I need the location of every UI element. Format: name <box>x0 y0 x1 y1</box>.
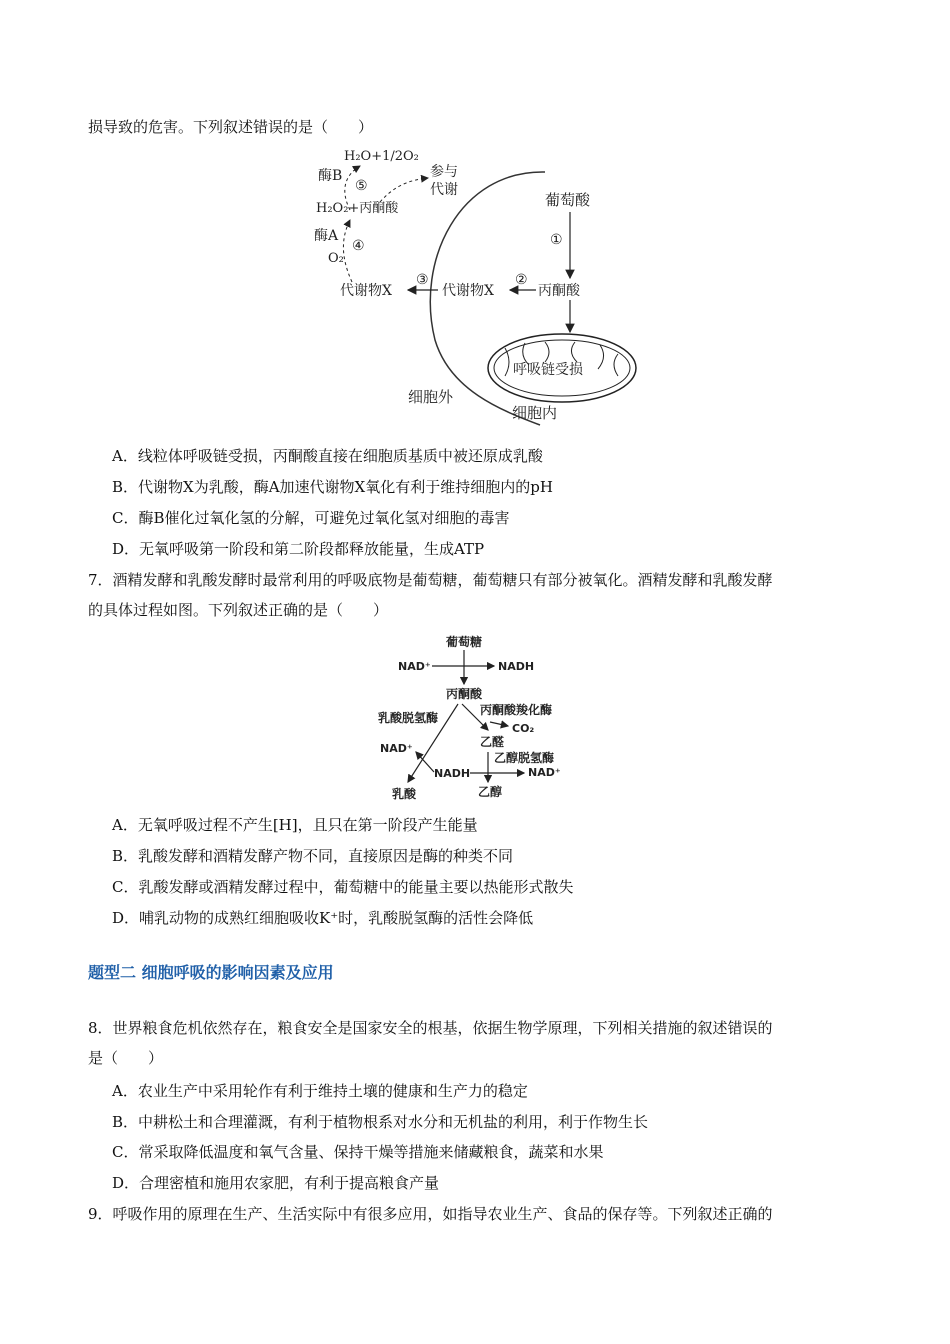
pyruvate-label: 丙酮酸 <box>538 283 580 299</box>
h2o-half-o2-label: H₂O+1/2O₂ <box>344 149 419 164</box>
pyruvate-label-2: 丙酮酸 <box>446 687 483 701</box>
glucose-label: 葡萄酸 <box>545 191 591 209</box>
pyruvate-carboxylase-label: 丙酮酸羧化酶 <box>480 703 553 717</box>
nad-plus-left: NAD⁺ <box>380 742 413 755</box>
question-7-line2: 的具体过程如图。下列叙述正确的是（ ） <box>88 601 389 619</box>
lactate-label: 乳酸 <box>392 787 417 801</box>
step4-label: ④ <box>352 238 365 254</box>
nadh-top: NADH <box>498 660 535 673</box>
enzyme-b-label: 酶B <box>318 168 343 184</box>
co2-label: CO₂ <box>512 722 535 735</box>
respiration-chain-diagram <box>300 140 640 430</box>
nadh-mid: NADH <box>434 767 471 780</box>
enzyme-a-label: 酶A <box>314 228 339 244</box>
section-heading: 题型二 细胞呼吸的影响因素及应用 <box>88 963 334 982</box>
metabolite-x-outside: 代谢物X <box>340 283 392 299</box>
question-9-line1: 9．呼吸作用的原理在生产、生活实际中有很多应用，如指导农业生产、食品的保存等。下列叙述正确的 <box>88 1205 773 1223</box>
step3-label: ③ <box>416 272 429 288</box>
step2-label: ② <box>515 272 528 288</box>
metabolism-label: 代谢 <box>430 182 458 198</box>
q7-option-b: B．乳酸发酵和酒精发酵产物不同，直接原因是酶的种类不同 <box>112 847 514 865</box>
cell-inside-label: 细胞内 <box>512 404 558 422</box>
q8-option-d: D．合理密植和施用农家肥，有利于提高粮食产量 <box>112 1174 440 1192</box>
metabolite-x-inside: 代谢物X <box>442 283 494 299</box>
q8-option-c: C．常采取降低温度和氧气含量、保持干燥等措施来储藏粮食，蔬菜和水果 <box>112 1143 604 1161</box>
glucose-label-2: 葡萄糖 <box>446 635 483 649</box>
participate-label: 参与 <box>430 164 458 180</box>
question-8-line2: 是（ ） <box>88 1049 164 1067</box>
respiratory-chain-damaged-label: 呼吸链受损 <box>513 362 583 378</box>
q7-option-c: C．乳酸发酵或酒精发酵过程中，葡萄糖中的能量主要以热能形式散失 <box>112 878 574 896</box>
o2-label: O₂ <box>328 251 344 266</box>
step5-label: ⑤ <box>355 178 368 194</box>
fermentation-diagram <box>372 632 582 804</box>
q7-option-a: A．无氧呼吸过程不产生[H]，且只在第一阶段产生能量 <box>112 816 478 834</box>
acetaldehyde-label: 乙醛 <box>480 735 505 749</box>
lactate-dehydrogenase-label: 乳酸脱氢酶 <box>378 711 439 725</box>
question-8-line1: 8．世界粮食危机依然存在，粮食安全是国家安全的根基，依据生物学原理，下列相关措施的叙述错误的 <box>88 1019 773 1037</box>
q8-option-b: B．中耕松土和合理灌溉，有利于植物根系对水分和无机盐的利用，利于作物生长 <box>112 1113 649 1131</box>
q6-option-c: C．酶B催化过氧化氢的分解，可避免过氧化氢对细胞的毒害 <box>112 509 510 527</box>
question-6-intro: 损导致的危害。下列叙述错误的是（ ） <box>88 118 374 136</box>
h2o2-pyruvate-label: H₂O₂+丙酮酸 <box>316 201 399 216</box>
cell-outside-label: 细胞外 <box>408 388 454 406</box>
q6-option-b: B．代谢物X为乳酸，酶A加速代谢物X氧化有利于维持细胞内的pH <box>112 478 553 496</box>
q6-option-d: D．无氧呼吸第一阶段和第二阶段都释放能量，生成ATP <box>112 540 485 558</box>
q7-option-d: D．哺乳动物的成熟红细胞吸收K⁺时，乳酸脱氢酶的活性会降低 <box>112 909 534 927</box>
nad-plus-right: NAD⁺ <box>528 766 561 779</box>
q6-option-a: A．线粒体呼吸链受损，丙酮酸直接在细胞质基质中被还原成乳酸 <box>112 447 543 465</box>
ethanol-label: 乙醇 <box>478 785 503 799</box>
nad-plus-top: NAD⁺ <box>398 660 431 673</box>
q8-option-a: A．农业生产中采用轮作有利于维持土壤的健康和生产力的稳定 <box>112 1082 528 1100</box>
step1-label: ① <box>550 232 563 248</box>
alcohol-dehydrogenase-label: 乙醇脱氢酶 <box>494 751 555 765</box>
question-7-line1: 7．酒精发酵和乳酸发酵时最常利用的呼吸底物是葡萄糖，葡萄糖只有部分被氧化。酒精发酵和乳酸发酵 <box>88 571 773 589</box>
